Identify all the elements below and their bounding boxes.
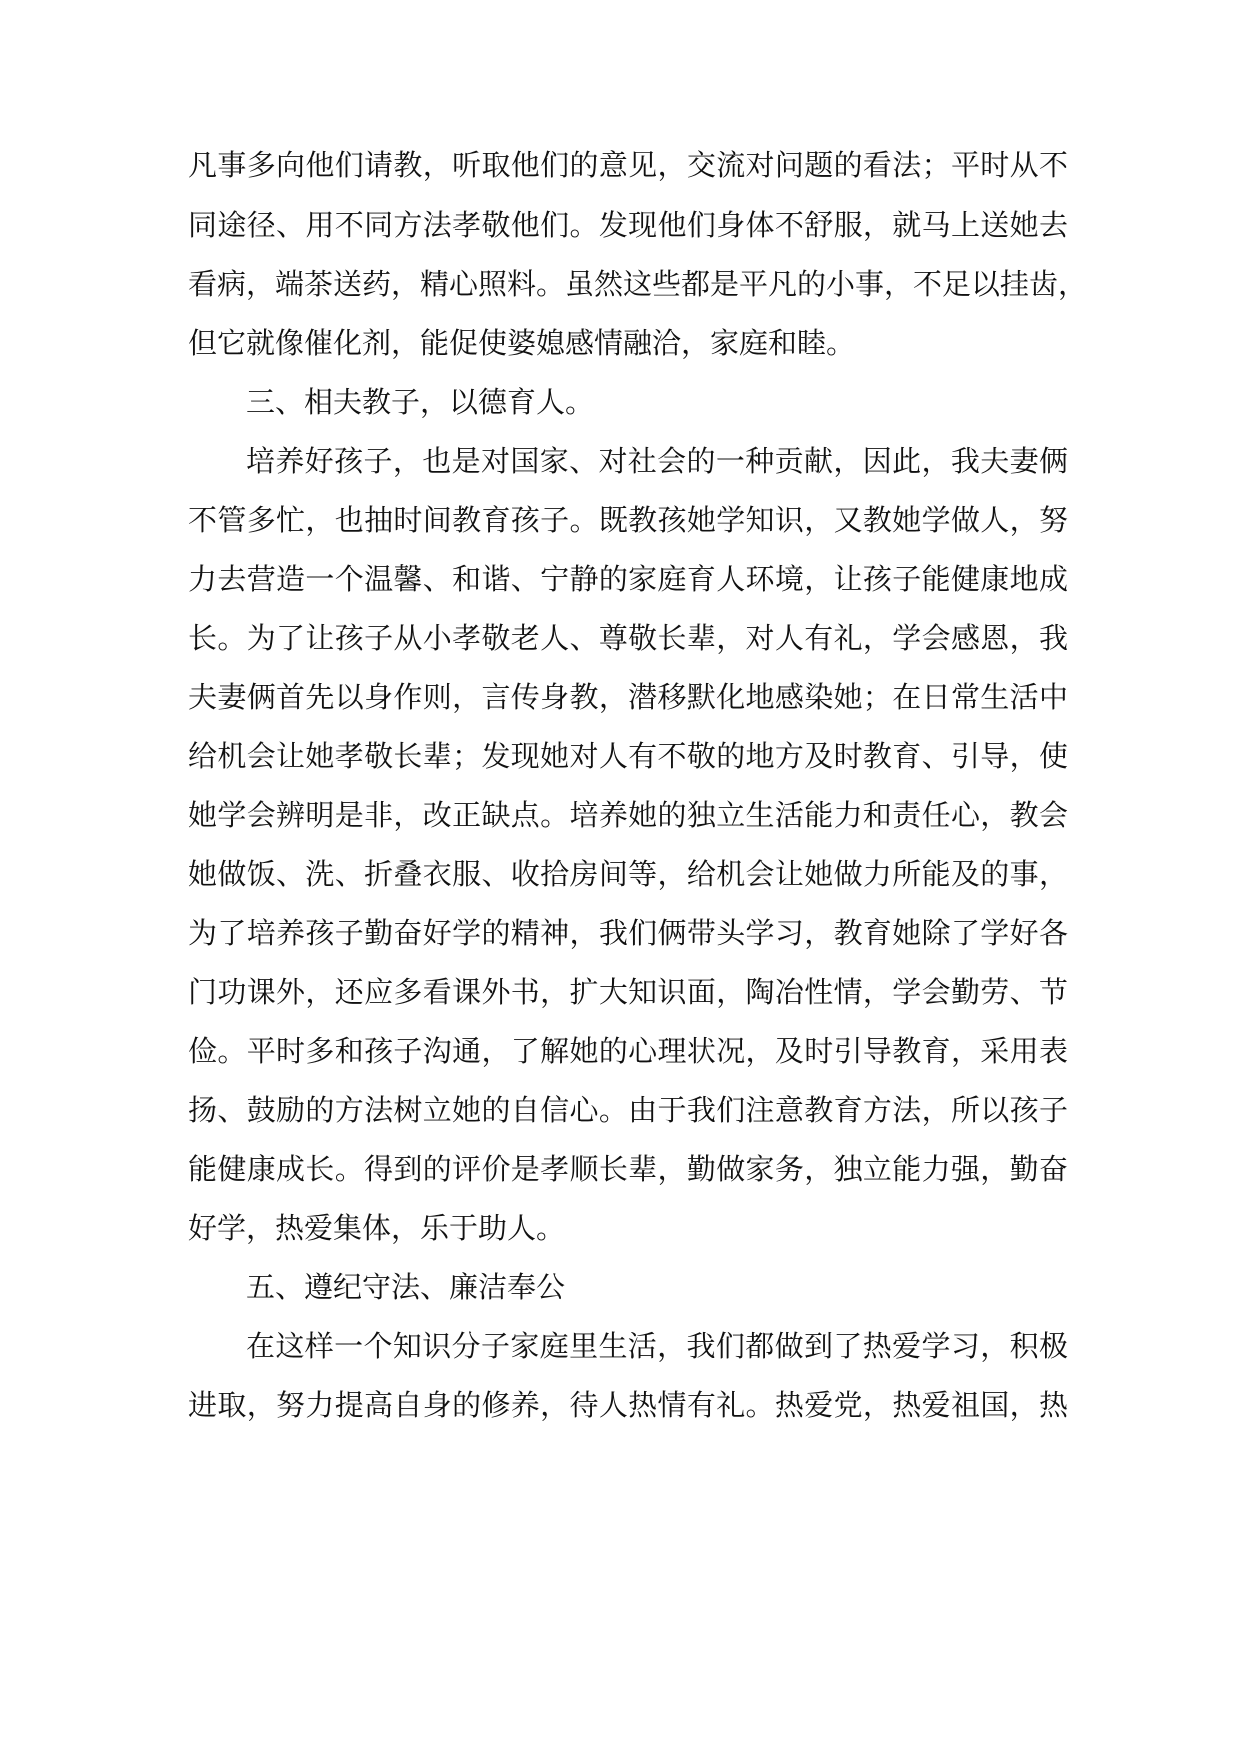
body-line-21: 在这样一个知识分子家庭里生活，我们都做到了热爱学习，积极 (246, 1329, 1068, 1363)
section-heading-five: 五、遵纪守法、廉洁奉公 (246, 1270, 566, 1304)
body-line-11: 给机会让她孝敬长辈；发现她对人有不敬的地方及时教育、引导，使 (188, 739, 1068, 773)
body-line-13: 她做饭、洗、折叠衣服、收拾房间等，给机会让她做力所能及的事， (188, 857, 1068, 891)
body-line-18: 能健康成长。得到的评价是孝顺长辈，勤做家务，独立能力强，勤奋 (188, 1152, 1068, 1186)
body-line-9: 长。为了让孩子从小孝敬老人、尊敬长辈，对人有礼，学会感恩，我 (188, 621, 1068, 655)
body-line-3: 看病，端茶送药，精心照料。虽然这些都是平凡的小事，不足以挂齿， (188, 267, 1088, 301)
body-line-10: 夫妻俩首先以身作则，言传身教，潜移默化地感染她；在日常生活中 (188, 680, 1068, 714)
body-line-6: 培养好孩子，也是对国家、对社会的一种贡献，因此，我夫妻俩 (246, 444, 1068, 478)
body-line-14: 为了培养孩子勤奋好学的精神，我们俩带头学习，教育她除了学好各 (188, 916, 1068, 950)
body-line-7: 不管多忙，也抽时间教育孩子。既教孩她学知识，又教她学做人，努 (188, 503, 1068, 537)
body-line-17: 扬、鼓励的方法树立她的自信心。由于我们注意教育方法，所以孩子 (188, 1093, 1068, 1127)
body-line-12: 她学会辨明是非，改正缺点。培养她的独立生活能力和责任心，教会 (188, 798, 1068, 832)
body-line-8: 力去营造一个温馨、和谐、宁静的家庭育人环境，让孩子能健康地成 (188, 562, 1068, 596)
body-line-1: 凡事多向他们请教，听取他们的意见，交流对问题的看法；平时从不 (188, 148, 1068, 182)
body-line-15: 门功课外，还应多看课外书，扩大知识面，陶冶性情，学会勤劳、节 (188, 975, 1068, 1009)
body-line-4: 但它就像催化剂，能促使婆媳感情融洽，家庭和睦。 (188, 326, 856, 360)
body-line-22: 进取，努力提高自身的修养，待人热情有礼。热爱党，热爱祖国，热 (188, 1388, 1068, 1422)
section-heading-three: 三、相夫教子，以德育人。 (246, 385, 595, 419)
body-line-2: 同途径、用不同方法孝敬他们。发现他们身体不舒服，就马上送她去 (188, 208, 1068, 242)
body-line-16: 俭。平时多和孩子沟通，了解她的心理状况，及时引导教育，采用表 (188, 1034, 1068, 1068)
body-line-19: 好学，热爱集体，乐于助人。 (188, 1211, 566, 1245)
